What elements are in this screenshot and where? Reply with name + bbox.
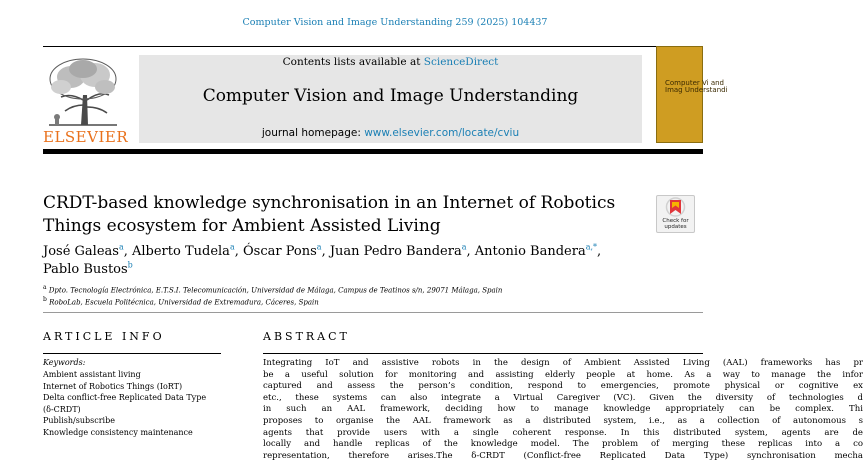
abstract-heading: ABSTRACT [263,330,350,343]
author-name: Antonio Bandera [474,244,586,259]
contents-prefix: Contents lists available at [282,56,424,68]
header-thick-divider [43,149,703,154]
check-label-line2: updates [664,224,687,230]
affiliation-mark[interactable]: a [316,242,322,252]
author-name: José Galeas [43,244,119,259]
keyword-item: Knowledge consistency maintenance [43,427,193,437]
journal-title: Computer Vision and Image Understanding [202,86,579,106]
check-for-updates-label [657,218,694,230]
homepage-line [139,127,642,139]
abstract-line: agents that provide users with a single coherent response. In this distributed system, agents are de [263,427,863,438]
affiliation-mark[interactable]: a,* [585,242,598,252]
keywords-label: Keywords: [43,358,86,367]
check-for-updates-button[interactable] [656,195,695,233]
affiliation-mark[interactable]: a [461,242,467,252]
keyword-item: Publish/subscribe [43,416,115,425]
author-name: Óscar Pons [242,244,317,259]
contents-line [139,56,642,68]
keyword-list [43,369,233,438]
abstract-line: captured and assess the person’s condition, respond to emergencies, promote physical or cognitive ex [263,381,863,392]
publisher-name: ELSEVIER [43,128,129,146]
abstract-line: proposes to organise the AAL framework as a distributed system, i.e., as a collection of autonomous s [263,415,863,426]
article-title: CRDT-based knowledge synchronisation in an Internet of Robotics Things ecosystem for Ambient Assisted Living [43,193,616,236]
affiliation-mark[interactable]: a [229,242,235,252]
affiliation-marker: b [43,296,47,303]
top-divider [43,46,703,47]
affiliation-mark[interactable]: b [127,260,133,270]
keyword-item: Ambient assistant living [43,370,141,379]
article-info-divider [43,353,221,354]
journal-header [139,55,642,143]
affiliation [43,296,319,306]
affiliation-text: Dpto. Tecnología Electrónica, E.T.S.I. Telecomunicación, Universidad de Málaga, Campus de Teatinos s/n, 29071 Málaga, Spain [48,286,503,295]
article-info-heading: ARTICLE INFO [43,330,165,343]
abstract-line: representation, therefore arises.The δ-CRDT (Conflict-free Replicated Data Type) synchronisation mecha [263,450,863,461]
author-list: José Galeas$^a$, Alberto Tudela$^a$, Óscar Pons$^a$, Juan Pedro Bandera$^a$, Antonio Bandera$^{a,*}$, Pablo Bustos$^b$ [43,242,602,277]
tree-icon [43,55,123,127]
author-name: Alberto Tudela [132,244,230,259]
bookmark-icon [657,196,694,218]
author-name: Juan Pedro Bandera [329,244,462,259]
abstract-line: Integrating IoT and assistive robots in the design of Ambient Assisted Living (AAL) frameworks has pr [263,358,863,368]
affiliation-mark[interactable]: a [118,242,124,252]
affiliation-text: RoboLab, Escuela Politécnica, Universidad de Extremadura, Cáceres, Spain [49,298,319,307]
journal-cover-thumbnail[interactable] [656,46,728,143]
keyword-item: (δ-CRDT) [43,404,81,414]
journal-reference-link[interactable]: Computer Vision and Image Understanding 259 (2025) 104437 [242,17,548,28]
elsevier-logo[interactable] [43,55,129,146]
journal-homepage-link[interactable]: www.elsevier.com/locate/cviu [364,127,520,139]
abstract-line: be a useful solution for monitoring and assisting elderly people at home. As a way to manage the infor [263,369,863,380]
abstract-line: in such an AAL framework, deciding how to manage knowledge appropriately can be complex. Thi [263,404,863,415]
keyword-item: Delta conflict-free Replicated Data Type [43,393,207,402]
abstract-line: locally and handle replicas of the knowledge model. The problem of merging these replicas into a co [263,439,863,450]
abstract-divider [263,353,703,354]
homepage-prefix: journal homepage: [261,127,365,139]
abstract-body [263,358,863,462]
keyword-item: Internet of Robotics Things (IoRT) [43,381,183,391]
affiliation [43,284,502,294]
author-name: Pablo Bustos [43,262,128,277]
cover-title: Computer Vi and Imag Understandi [665,79,728,94]
affiliation-marker: a [43,284,47,291]
abstract-line: etc., these systems can also integrate a Virtual Caregiver (VC). Given the diversity of technologies d [263,392,863,403]
check-label-line1: Check for [662,218,689,224]
affiliation-divider [43,312,703,313]
sciencedirect-link[interactable]: ScienceDirect [423,56,499,68]
